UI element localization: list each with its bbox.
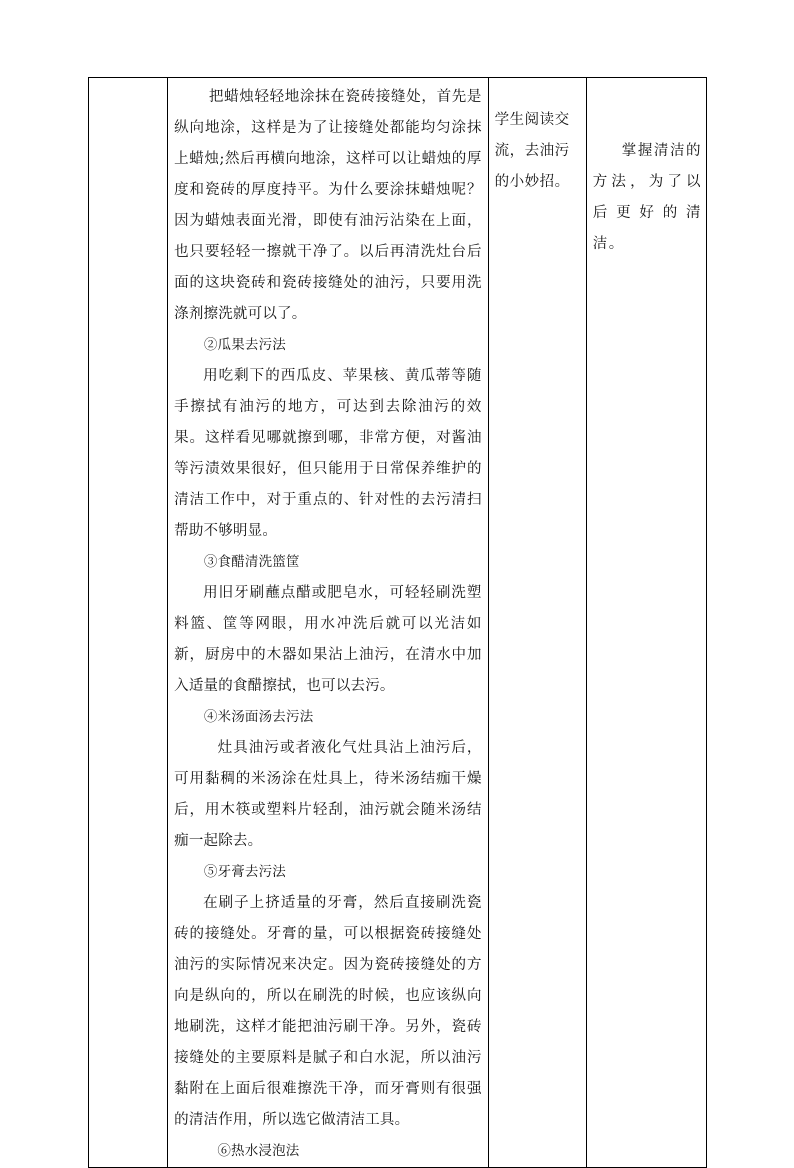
table-row — [89, 78, 707, 1168]
method-heading-vinegar: ③食醋清洗篮筐 — [203, 554, 300, 570]
method-heading-rice-water: ④米汤面汤去污法 — [203, 709, 314, 725]
fruit-paragraph: 用吃剩下的西瓜皮、苹果核、黄瓜蒂等随手擦拭有油污的地方，可达到去除油污的效果。这样看见哪就擦到哪，非常方便，对酱油等污渍效果很好，但只能用于日常保养维护的清洁工作中，对于重点的、针对性的去污清扫帮助不够明显。 — [174, 368, 482, 539]
toothpaste-paragraph: 在刷子上挤适量的牙膏，然后直接刷洗瓷砖的接缝处。牙膏的量，可以根据瓷砖接缝处油污的实际情况来决定。因为瓷砖接缝处的方向是纵向的，所以在刷洗的时候，也应该纵向地刷洗，这样才能把油污刷干净。另外，瓷砖接缝处的主要原料是腻子和白水泥，所以油污黏附在上面后很难擦洗干净，而牙膏则有很强的清洁作用，所以选它做清洁工具。 — [174, 895, 482, 1128]
student-activity-cell — [488, 78, 586, 1168]
method-heading-fruit: ②瓜果去污法 — [203, 337, 287, 353]
empty-cell — [89, 78, 168, 1168]
method-heading-toothpaste: ⑤牙膏去污法 — [203, 864, 287, 880]
candle-paragraph: 把蜡烛轻轻地涂抹在瓷砖接缝处，首先是纵向地涂，这样是为了让接缝处都能均匀涂抹上蜡烛;然后再横向地涂，这样可以让蜡烛的厚度和瓷砖的厚度持平。为什么要涂抹蜡烛呢？因为蜡烛表面光滑，即使有油污沾染在上面，也只要轻轻一擦就干净了。以后再清洗灶台后面的这块瓷砖和瓷砖接缝处的油污，只要用洗涤剂擦洗就可以了。 — [174, 89, 482, 322]
rice-water-paragraph: 灶具油污或者液化气灶具沾上油污后，可用黏稠的米汤涂在灶具上，待米汤结痂干燥后，用木筷或塑料片轻刮，油污就会随米汤结痂一起除去。 — [174, 740, 482, 849]
teaching-content-cell — [168, 78, 489, 1168]
vinegar-paragraph: 用旧牙刷蘸点醋或肥皂水，可轻轻刷洗塑料篮、筐等网眼，用水冲洗后就可以光洁如新，厨房中的木器如果沾上油污，在清水中加入适量的食醋擦拭，也可以去污。 — [174, 585, 482, 694]
design-intent-cell — [586, 78, 706, 1168]
lesson-plan-table — [88, 77, 707, 1168]
method-heading-hot-water: ⑥热水浸泡法 — [217, 1143, 300, 1159]
student-activity-text: 学生阅读交流，去油污的小妙招。 — [494, 112, 570, 190]
design-intent-text: 掌握清洁的方法，为了以后更好的清洁。 — [592, 143, 702, 252]
